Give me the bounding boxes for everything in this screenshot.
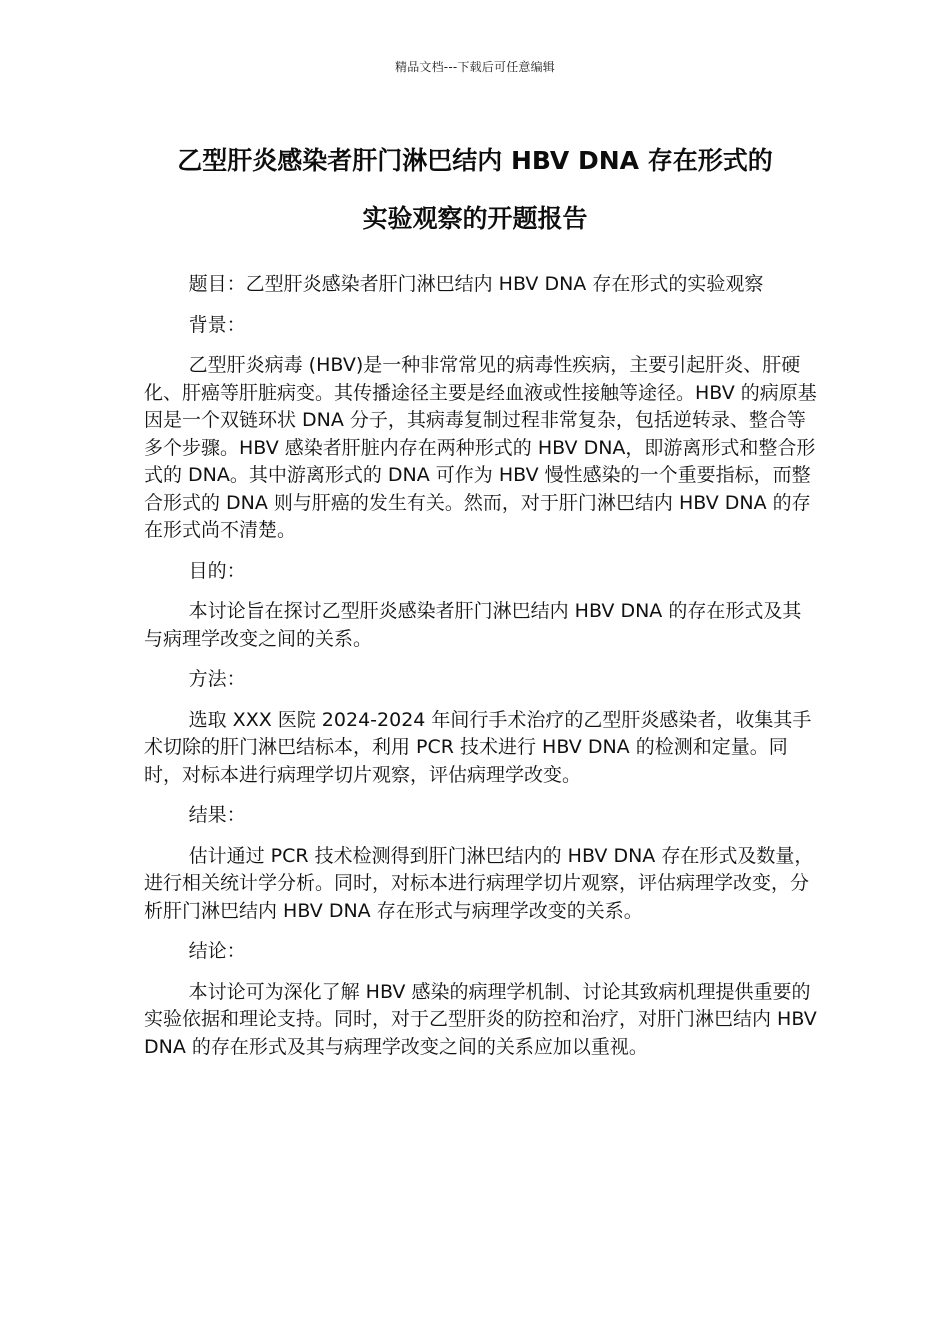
background-label: 背景： [188,313,246,336]
result-paragraph: 估计通过 PCR 技术检测得到肝门淋巴结内的 HBV DNA 存在形式及数量，进行相关统计学分析。同时，对标本进行病理学切片观察，评估病理学改变，分析肝门淋巴结内 HBV DNA 存在形式与病理学改变的关系。 [144,844,814,922]
background-paragraph: 乙型肝炎病毒 (HBV)是一种非常常见的病毒性疾病，主要引起肝炎、肝硬化、肝癌等肝脏病变。其传播途径主要是经血液或性接触等途径。HBV 的病原基因是一个双链环状 DNA 分子，其病毒复制过程非常复杂，包括逆转录、整合等多个步骤。HBV 感染者肝脏内存在两种形式的 HBV DNA，即游离形式和整合形式的 DNA。其中游离形式的 DNA 可作为 HBV 慢性感染的一个重要指标，而整合形式的 DNA 则与肝癌的发生有关。然而，对于肝门淋巴结内 HBV DNA 的存在形式尚不清楚。 [144,354,817,541]
conclusion-label: 结论： [188,940,246,962]
result-label: 结果： [188,804,246,826]
method-paragraph: 选取 XXX 医院 2024-2024 年间行手术治疗的乙型肝炎感染者，收集其手术切除的肝门淋巴结标本，利用 PCR 技术进行 HBV DNA 的检测和定量。同时，对标本进行病理学切片观察，评估病理学改变。 [144,708,812,786]
conclusion-paragraph: 本讨论可为深化了解 HBV 感染的病理学机制、讨论其致病机理提供重要的实验依据和理论支持。同时，对于乙型肝炎的防控和治疗，对肝门淋巴结内 HBV DNA 的存在形式及其与病理学改变之间的关系应加以重视。 [144,980,817,1058]
title-line-2: 实验观察的开题报告 [362,204,588,233]
method-label: 方法： [188,668,246,690]
document-title [100,132,850,248]
topic-paragraph: 题目：乙型肝炎感染者肝门淋巴结内 HBV DNA 存在形式的实验观察 [188,273,764,295]
purpose-paragraph: 本讨论旨在探讨乙型肝炎感染者肝门淋巴结内 HBV DNA 的存在形式及其与病理学改变之间的关系。 [144,600,802,650]
document-body [144,271,820,1074]
title-line-1: 乙型肝炎感染者肝门淋巴结内 HBV DNA 存在形式的 [177,146,773,175]
header-note: 精品文档---下载后可任意编辑 [395,60,555,74]
purpose-label: 目的： [188,559,246,582]
